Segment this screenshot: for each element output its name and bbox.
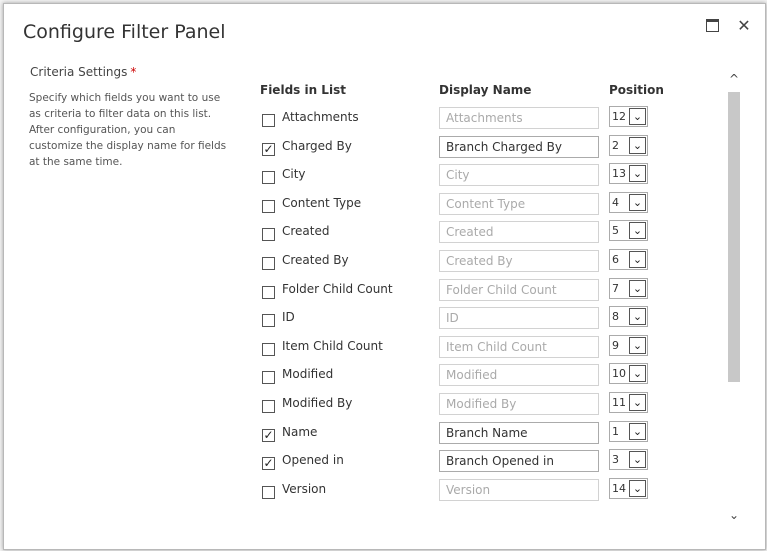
dropdown-arrow-icon[interactable]: ⌄ <box>629 480 646 497</box>
display-name-input[interactable] <box>439 164 599 186</box>
field-name: Content Type <box>282 195 362 210</box>
dropdown-arrow-icon[interactable]: ⌄ <box>629 137 646 154</box>
field-row <box>260 425 660 453</box>
position-value: 5 <box>612 224 619 238</box>
position-select[interactable] <box>609 135 648 156</box>
column-header-position: Position <box>609 83 664 97</box>
position-value: 7 <box>612 281 619 295</box>
display-name-input[interactable] <box>439 422 599 444</box>
position-select[interactable] <box>609 163 648 184</box>
field-row <box>260 167 660 195</box>
position-select[interactable] <box>609 392 648 413</box>
field-checkbox[interactable] <box>262 171 275 184</box>
field-name: Version <box>282 481 327 496</box>
column-header-display-name: Display Name <box>439 83 532 97</box>
position-value: 4 <box>612 195 619 209</box>
field-row <box>260 110 660 138</box>
position-value: 8 <box>612 310 619 324</box>
display-name-input[interactable] <box>439 307 599 329</box>
display-name-input[interactable] <box>439 393 599 415</box>
field-row <box>260 196 660 224</box>
checkmark-icon: ✓ <box>263 427 274 442</box>
field-checkbox[interactable] <box>262 200 275 213</box>
field-name: Created By <box>282 253 349 267</box>
field-name: Modified <box>282 367 334 382</box>
field-checkbox[interactable] <box>262 114 275 127</box>
field-name: Modified By <box>282 396 353 410</box>
field-name: Created <box>282 224 330 239</box>
column-header-fields: Fields in List <box>260 83 346 97</box>
position-select[interactable] <box>609 278 648 299</box>
position-value: 13 <box>612 167 626 181</box>
position-select[interactable] <box>609 335 648 356</box>
field-row <box>260 282 660 310</box>
configure-filter-panel-dialog <box>3 3 766 550</box>
position-value: 6 <box>612 253 619 266</box>
field-name: Name <box>282 424 318 439</box>
maximize-icon <box>706 19 719 32</box>
display-name-input[interactable] <box>439 336 599 358</box>
position-select[interactable] <box>609 306 648 327</box>
field-checkbox[interactable] <box>262 400 275 413</box>
position-value: 14 <box>612 481 626 495</box>
dropdown-arrow-icon[interactable]: ⌄ <box>629 423 646 440</box>
field-row <box>260 482 660 510</box>
dropdown-arrow-icon[interactable]: ⌄ <box>629 337 646 354</box>
field-checkbox[interactable] <box>262 314 275 327</box>
position-select[interactable] <box>609 421 648 442</box>
position-select[interactable] <box>609 249 648 270</box>
display-name-input[interactable] <box>439 136 599 158</box>
field-checkbox[interactable] <box>262 457 275 470</box>
field-row <box>260 310 660 338</box>
scroll-down-arrow-icon[interactable]: ⌄ <box>728 508 740 522</box>
dropdown-arrow-icon[interactable]: ⌄ <box>629 194 646 211</box>
display-name-input[interactable] <box>439 250 599 272</box>
dropdown-arrow-icon[interactable]: ⌄ <box>629 451 646 468</box>
dropdown-arrow-icon[interactable]: ⌄ <box>629 251 646 268</box>
field-row <box>260 453 660 481</box>
display-name-input[interactable] <box>439 450 599 472</box>
dropdown-arrow-icon[interactable]: ⌄ <box>629 365 646 382</box>
dropdown-arrow-icon[interactable]: ⌄ <box>629 394 646 411</box>
field-checkbox[interactable] <box>262 228 275 241</box>
field-name: Item Child Count <box>282 338 383 353</box>
required-mark: * <box>130 65 137 79</box>
display-name-input[interactable] <box>439 364 599 386</box>
close-icon: ✕ <box>737 15 751 35</box>
criteria-settings-label <box>30 65 136 79</box>
position-select[interactable] <box>609 449 648 470</box>
position-value: 1 <box>612 424 619 438</box>
field-row <box>260 224 660 252</box>
field-row <box>260 139 660 167</box>
field-name: City <box>282 167 306 182</box>
dialog-title: Configure Filter Panel <box>23 21 226 43</box>
close-button[interactable] <box>735 16 753 34</box>
field-name: Opened in <box>282 453 344 468</box>
position-value: 12 <box>612 110 626 123</box>
dropdown-arrow-icon[interactable]: ⌄ <box>629 165 646 182</box>
field-checkbox[interactable] <box>262 343 275 356</box>
scrollbar-thumb[interactable] <box>728 92 740 382</box>
position-select[interactable] <box>609 363 648 384</box>
field-name: Attachments <box>282 110 359 124</box>
criteria-description: Specify which fields you want to use as criteria to filter data on this list. After configuration, you can customize the display name for fields at the same time. <box>29 92 227 168</box>
checkmark-icon: ✓ <box>263 456 274 471</box>
scroll-up-arrow-icon[interactable]: ^ <box>728 72 740 86</box>
dropdown-arrow-icon[interactable]: ⌄ <box>629 108 646 125</box>
position-value: 11 <box>612 396 626 409</box>
field-checkbox[interactable] <box>262 371 275 384</box>
position-select[interactable] <box>609 478 648 499</box>
maximize-button[interactable] <box>703 16 721 34</box>
dropdown-arrow-icon[interactable]: ⌄ <box>629 280 646 297</box>
position-value: 9 <box>612 338 619 352</box>
dropdown-arrow-icon[interactable]: ⌄ <box>629 222 646 239</box>
field-checkbox[interactable] <box>262 429 275 442</box>
field-checkbox[interactable] <box>262 486 275 499</box>
criteria-settings-text: Criteria Settings <box>30 65 128 79</box>
display-name-input[interactable] <box>439 479 599 501</box>
display-name-input[interactable] <box>439 279 599 301</box>
position-select[interactable] <box>609 220 648 241</box>
display-name-input[interactable] <box>439 107 599 129</box>
position-select[interactable] <box>609 192 648 213</box>
dropdown-arrow-icon[interactable]: ⌄ <box>629 308 646 325</box>
field-checkbox[interactable] <box>262 257 275 270</box>
field-row <box>260 253 660 281</box>
checkmark-icon: ✓ <box>263 141 274 156</box>
display-name-input[interactable] <box>439 221 599 243</box>
field-row <box>260 396 660 424</box>
vertical-scrollbar[interactable] <box>726 64 742 524</box>
field-row <box>260 339 660 367</box>
position-value: 2 <box>612 138 619 152</box>
position-value: 10 <box>612 367 626 381</box>
position-select[interactable] <box>609 106 648 127</box>
display-name-input[interactable] <box>439 193 599 215</box>
field-name: Charged By <box>282 138 352 153</box>
field-name: Folder Child Count <box>282 281 393 296</box>
position-value: 3 <box>612 453 619 467</box>
field-checkbox[interactable] <box>262 143 275 156</box>
field-row <box>260 367 660 395</box>
field-checkbox[interactable] <box>262 286 275 299</box>
field-name: ID <box>282 310 295 325</box>
